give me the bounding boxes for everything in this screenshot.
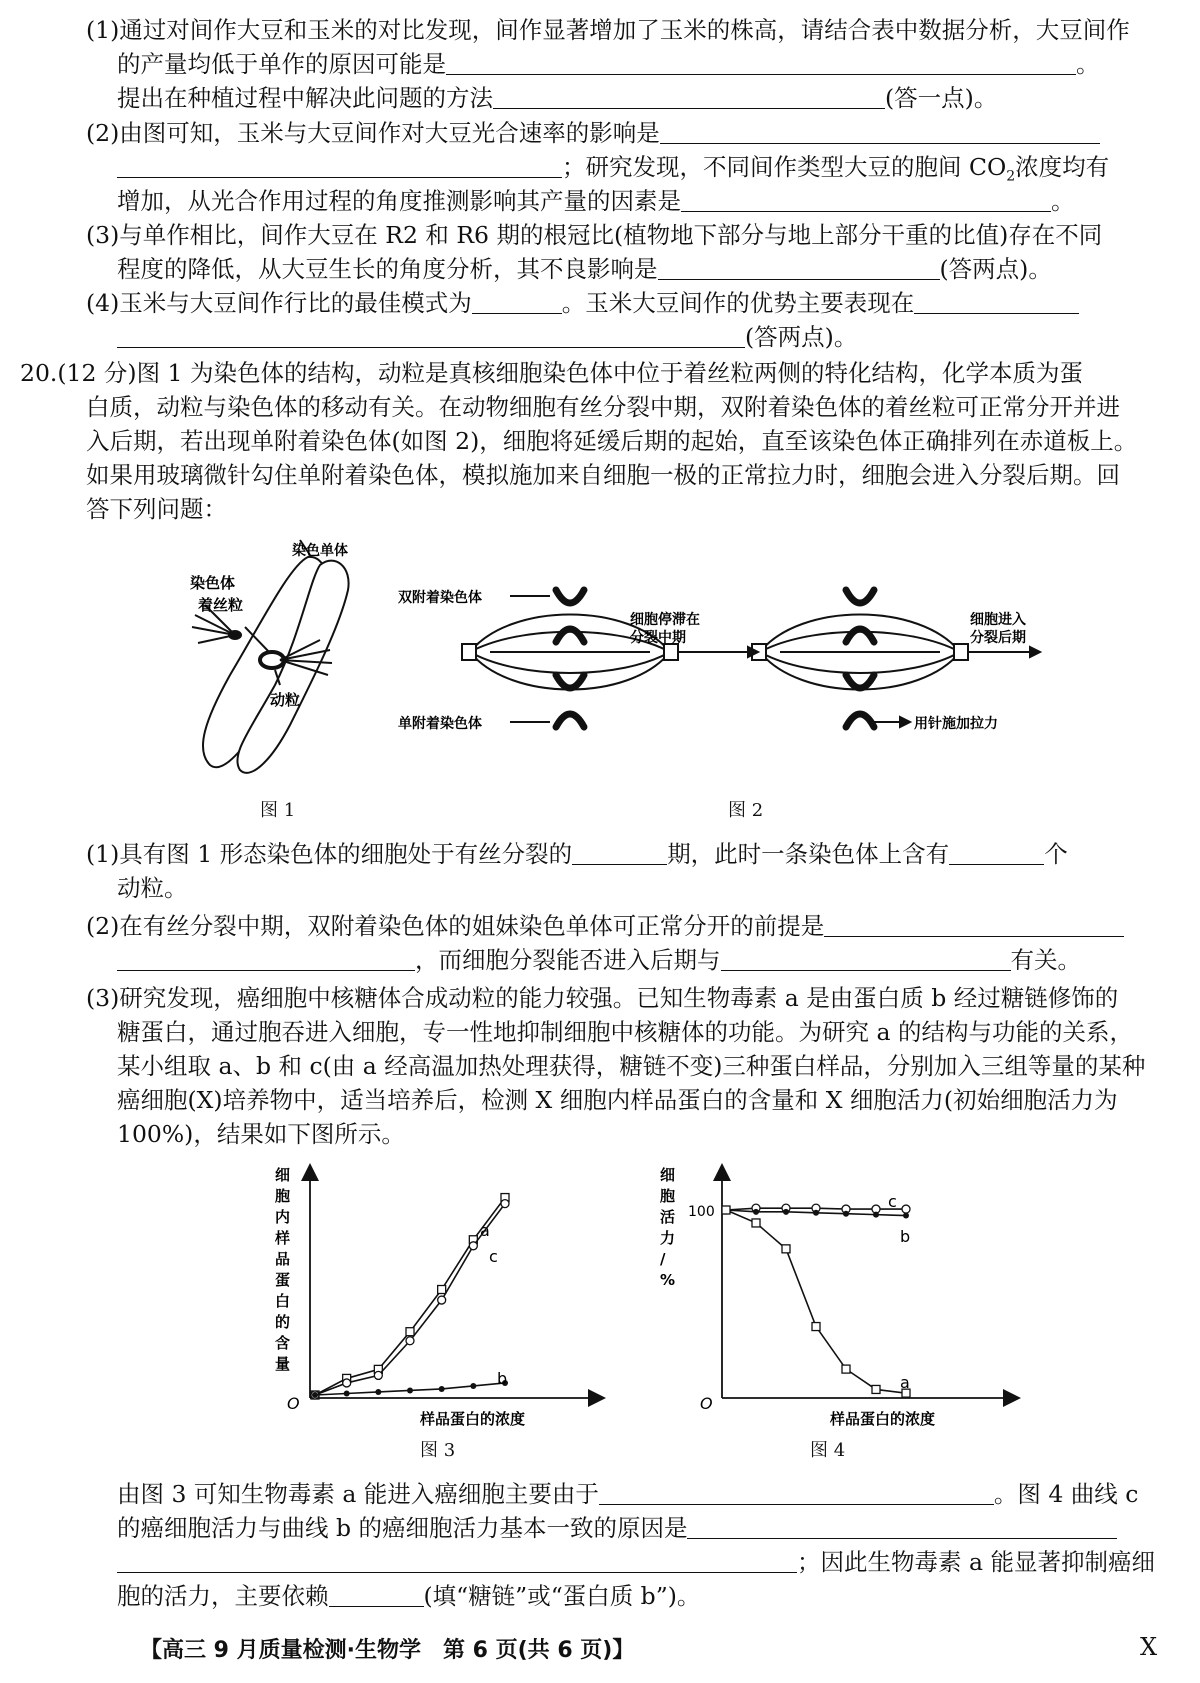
label-centromere: 着丝粒 [198,596,244,614]
label-single-attached: 单附着染色体 [398,716,482,732]
series-label-c: c [888,1192,897,1211]
q19-p1-line2: 的产量均低于单作的原因可能是 。 [117,50,1100,78]
spindle-diagram [398,580,1070,780]
label-double-attached: 双附着染色体 [398,590,482,606]
y-axis-label: 细胞活力/ % [660,1166,676,1289]
chromosome-diagram [190,535,380,785]
x-axis-label: 样品蛋白的浓度 [830,1410,936,1428]
label-needle-force: 用针施加拉力 [914,716,998,732]
page-footer: 【高三 9 月质量检测·生物学 第 6 页(共 6 页)】 [140,1638,635,1663]
answer-blank[interactable] [914,289,1079,314]
series-label-a: a [480,1221,490,1240]
q20-s3-answer2: 的癌细胞活力与曲线 b 的癌细胞活力基本一致的原因是 [117,1512,1117,1544]
q20-intro-line: 答下列问题： [86,495,227,523]
q20-s3-answer4: 胞的活力，主要依赖 (填“糖链”或“蛋白质 b”)。 [117,1582,701,1610]
q20-s3-answer3: ；因此生物毒素 a 能显著抑制癌细 [117,1546,1155,1578]
q20-intro-line: 如果用玻璃微针勾住单附着染色体，模拟施加来自细胞一极的正常拉力时，细胞会进入分裂后期。回 [86,461,1120,489]
point-b [753,1209,759,1215]
point-c [902,1205,910,1213]
figure-4-caption: 图 4 [810,1440,846,1461]
figure-2-spindle [398,580,1070,780]
answer-blank[interactable] [824,912,1124,937]
q19-p2-line1: (2)由图可知，玉米与大豆间作对大豆光合速率的影响是 [86,117,1100,149]
q20-s3-answer1: 由图 3 可知生物毒素 a 能进入癌细胞主要由于 。图 4 曲线 c [117,1480,1139,1508]
point-b [407,1387,413,1393]
figure-1-caption: 图 1 [260,800,296,821]
q20-s3-line: 100%)，结果如下图所示。 [117,1120,405,1148]
answer-blank[interactable] [681,187,1051,212]
point-a [752,1219,760,1227]
answer-blank[interactable] [949,840,1044,865]
figure-3-chart [275,1162,605,1432]
q20-s3-line: (3)研究发现，癌细胞中核糖体合成动粒的能力较强。已知生物毒素 a 是由蛋白质 b 经过糖链修饰的 [86,984,1119,1012]
origin-label: O [287,1394,300,1413]
answer-blank[interactable] [660,119,1100,144]
figure-4-chart [660,1162,1020,1432]
label-enter-line1: 细胞进入 [970,612,1026,628]
series-label-b: b [497,1369,508,1388]
answer-blank[interactable] [446,50,1076,75]
point-a [782,1245,790,1253]
y-tick-100: 100 [688,1204,715,1220]
q19-p3-line1: (3)与单作相比，间作大豆在 R2 和 R6 期的根冠比(植物地下部分与地上部分干重的比值)存在不同 [86,221,1103,249]
point-b [903,1213,909,1219]
q19-p1-line1: (1)通过对间作大豆和玉米的对比发现，间作显著增加了玉米的株高，请结合表中数据分析，大豆间作 [86,16,1130,44]
q19-p2-line2: ；研究发现，不同间作类型大豆的胞间 $CO_2$浓度均有 [117,151,1109,193]
q20-s3-line: 癌细胞(X)培养物中，适当培养后，检测 X 细胞内样品蛋白的含量和 X 细胞活力(初始细胞活力为 [117,1086,1118,1114]
figure-2-caption: 图 2 [728,800,764,821]
point-a [842,1365,850,1373]
chart-cell-viability [660,1162,1020,1432]
point-b [813,1210,819,1216]
figure-3-caption: 图 3 [420,1440,456,1461]
answer-blank[interactable] [658,255,940,280]
point-b [843,1211,849,1217]
q20-s1-line2: 动粒。 [117,874,188,902]
figure-1-chromosome [190,535,380,785]
answer-blank[interactable] [117,153,562,178]
point-b [439,1386,445,1392]
label-kinetochore: 动粒 [270,691,301,709]
answer-blank[interactable] [117,946,415,971]
q20-s1-line1: (1)具有图 1 形态染色体的细胞处于有丝分裂的 期，此时一条染色体上含有 个 [86,840,1068,868]
answer-blank[interactable] [329,1582,424,1607]
point-b [873,1212,879,1218]
chart-protein-content [275,1162,605,1432]
series-line-c [315,1204,508,1395]
answer-blank[interactable] [493,84,885,109]
q20-intro-line: 入后期，若出现单附着染色体(如图 2)，细胞将延缓后期的起始，直至该染色体正确排列在赤道板上。 [86,427,1138,455]
series-line-a [726,1210,906,1393]
q20-intro-line: 20.(12 分)图 1 为染色体的结构，动粒是真核细胞染色体中位于着丝粒两侧的特化结构，化学本质为蛋 [20,359,1083,387]
answer-blank[interactable] [117,1548,797,1573]
label-stall-line2: 分裂中期 [630,630,686,646]
answer-blank[interactable] [721,946,1011,971]
q19-p3-line2: 程度的降低，从大豆生长的角度分析，其不良影响是 (答两点)。 [117,255,1052,283]
point-c [501,1200,509,1208]
point-a [722,1206,730,1214]
footer-mark: X [1140,1633,1158,1661]
series-label-c: c [489,1247,498,1266]
y-axis-label: 细胞内样品蛋白的含量 [275,1166,291,1373]
point-a [406,1328,414,1336]
point-b [344,1390,350,1396]
answer-blank[interactable] [472,289,562,314]
point-a [438,1286,446,1294]
q20-s2-line2: ，而细胞分裂能否进入后期与 有关。 [117,944,1081,976]
series-label-a: a [900,1373,910,1392]
origin-label: O [700,1394,713,1413]
label-chromosome: 染色体 [190,574,236,592]
x-axis-label: 样品蛋白的浓度 [420,1410,526,1428]
q20-s2-line1: (2)在有丝分裂中期，双附着染色体的姐妹染色单体可正常分开的前提是 [86,910,1124,942]
series-label-b: b [900,1227,911,1246]
q20-s3-line: 糖蛋白，通过胞吞进入细胞，专一性地抑制细胞中核糖体的功能。为研究 a 的结构与功能的关系， [117,1018,1133,1046]
label-enter-line2: 分裂后期 [970,630,1026,646]
q20-s3-line: 某小组取 a、b 和 c(由 a 经高温加热处理获得，糖链不变)三种蛋白样品，分别加入三组等量的某种 [117,1052,1146,1080]
point-c [406,1337,414,1345]
point-a [872,1385,880,1393]
point-c [469,1242,477,1250]
answer-blank[interactable] [687,1514,1117,1539]
q19-p1-text2: 的产量均低于单作的原因可能是 [117,50,446,78]
point-c [374,1371,382,1379]
point-b [375,1389,381,1395]
point-c [438,1296,446,1304]
point-b [470,1383,476,1389]
q19-p4-line1: (4)玉米与大豆间作行比的最佳模式为 。玉米大豆间作的优势主要表现在 [86,287,1079,319]
series-line-a [315,1198,508,1395]
label-stall-line1: 细胞停滞在 [630,612,700,628]
q19-p2-line3: 增加，从光合作用过程的角度推测影响其产量的因素是 。 [117,187,1075,215]
label-chromatid: 染色单体 [292,543,348,559]
answer-blank[interactable] [599,1480,994,1505]
point-c [343,1379,351,1387]
q19-p4-line2: (答两点)。 [117,321,857,353]
point-b [783,1209,789,1215]
answer-blank[interactable] [117,323,745,348]
q20-intro-line: 白质，动粒与染色体的移动有关。在动物细胞有丝分裂中期，双附着染色体的着丝粒可正常分开并进 [86,393,1120,421]
point-a [812,1323,820,1331]
q19-p1-line3: 提出在种植过程中解决此问题的方法 (答一点)。 [117,84,998,112]
point-b [312,1392,318,1398]
answer-blank[interactable] [572,840,667,865]
